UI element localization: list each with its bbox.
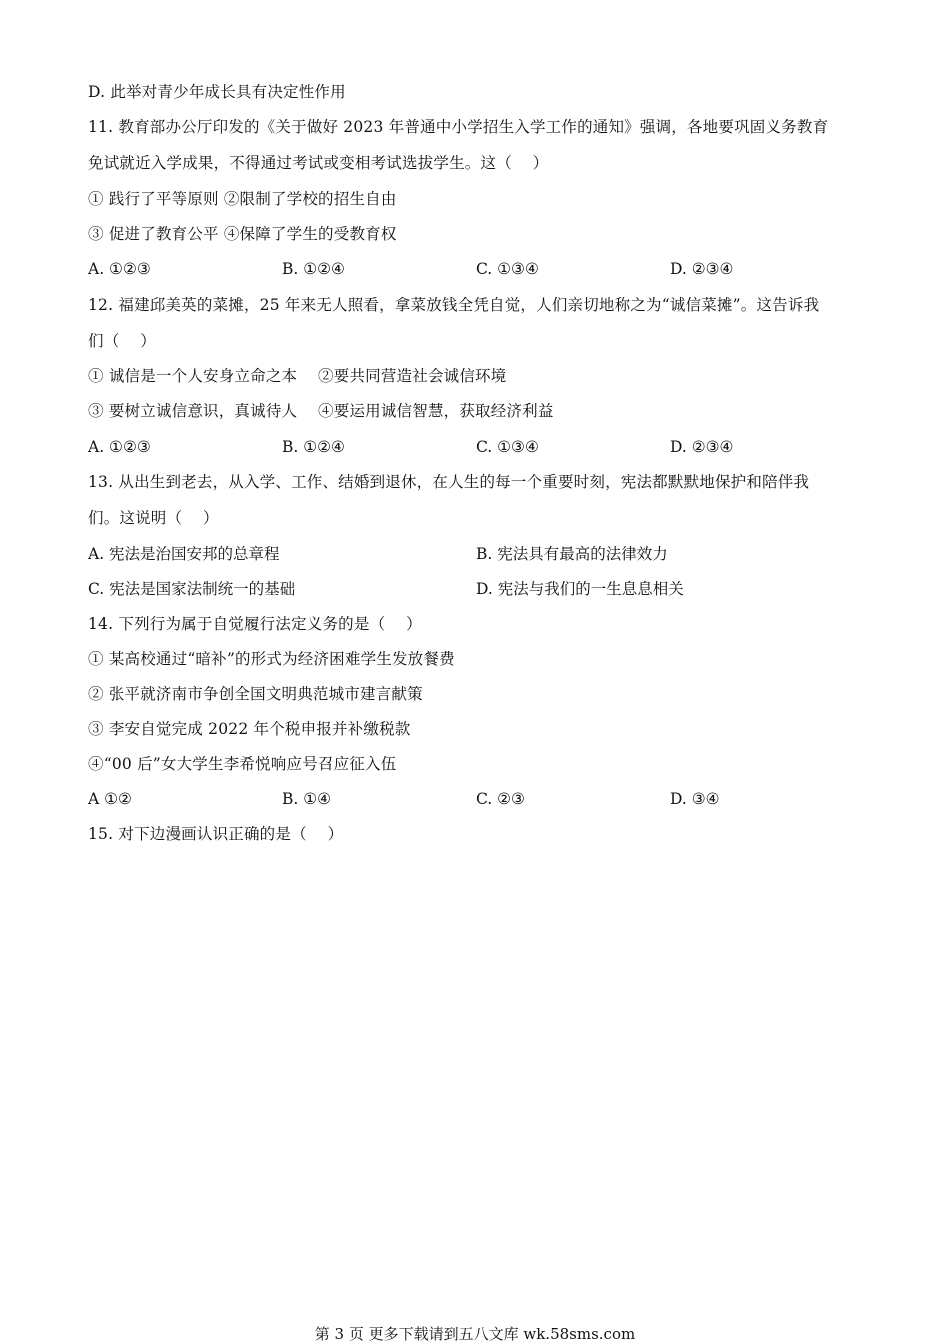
q11-statement-2: ③ 促进了教育公平 ④保障了学生的受教育权 <box>88 225 397 243</box>
q13-option-c: C. 宪法是国家法制统一的基础 <box>88 580 296 598</box>
q11-stem-line2: 免试就近入学成果，不得通过考试或变相考试选拔学生。这（ ） <box>88 154 549 172</box>
q11-option-c: C. ①③④ <box>476 260 539 278</box>
q13-option-d: D. 宪法与我们的一生息息相关 <box>476 580 684 598</box>
q11-option-a: A. ①②③ <box>88 260 151 278</box>
q12-stem-line1: 12. 福建邱美英的菜摊，25 年来无人照看，拿菜放钱全凭自觉，人们亲切地称之为“诚信菜摊”。这告诉我 <box>88 296 820 314</box>
q14-statement-4: ④“00 后”女大学生李希悦响应号召应征入伍 <box>88 755 397 773</box>
q12-option-d: D. ②③④ <box>670 438 734 456</box>
q12-stem-line2: 们（ ） <box>88 332 156 350</box>
q11-stem-line1: 11. 教育部办公厅印发的《关于做好 2023 年普通中小学招生入学工作的通知》强调，各地要巩固义务教育 <box>88 118 829 136</box>
q14-statement-2: ② 张平就济南市争创全国文明典范城市建言献策 <box>88 685 423 703</box>
q11-statement-1: ① 践行了平等原则 ②限制了学校的招生自由 <box>88 190 397 208</box>
q13-stem-line1: 13. 从出生到老去，从入学、工作、结婚到退休，在人生的每一个重要时刻，宪法都默默地保护和陪伴我 <box>88 473 810 491</box>
q12-statement-2: ③ 要树立诚信意识，真诚待人 ④要运用诚信智慧，获取经济利益 <box>88 402 554 420</box>
q14-option-b: B. ①④ <box>282 790 332 808</box>
q14-statement-1: ① 某高校通过“暗补”的形式为经济困难学生发放餐费 <box>88 650 455 668</box>
q13-option-b: B. 宪法具有最高的法律效力 <box>476 545 668 563</box>
q12-option-b: B. ①②④ <box>282 438 345 456</box>
q13-stem-line2: 们。这说明（ ） <box>88 509 219 527</box>
q12-option-a: A. ①②③ <box>88 438 151 456</box>
q14-option-a: A ①② <box>88 790 132 808</box>
page-footer: 第 3 页 更多下载请到五八文库 wk.58sms.com <box>314 1325 636 1343</box>
q11-option-d: D. ②③④ <box>670 260 734 278</box>
q14-option-c: C. ②③ <box>476 790 525 808</box>
q10-option-d: D. 此举对青少年成长具有决定性作用 <box>88 83 346 101</box>
q14-statement-3: ③ 李安自觉完成 2022 年个税申报并补缴税款 <box>88 720 411 738</box>
q12-statement-1: ① 诚信是一个人安身立命之本 ②要共同营造社会诚信环境 <box>88 367 507 385</box>
q13-option-a: A. 宪法是治国安邦的总章程 <box>88 545 280 563</box>
q12-option-c: C. ①③④ <box>476 438 539 456</box>
q14-stem-line1: 14. 下列行为属于自觉履行法定义务的是（ ） <box>88 615 422 633</box>
q14-option-d: D. ③④ <box>670 790 720 808</box>
q11-option-b: B. ①②④ <box>282 260 345 278</box>
q15-stem-line1: 15. 对下边漫画认识正确的是（ ） <box>88 825 344 843</box>
